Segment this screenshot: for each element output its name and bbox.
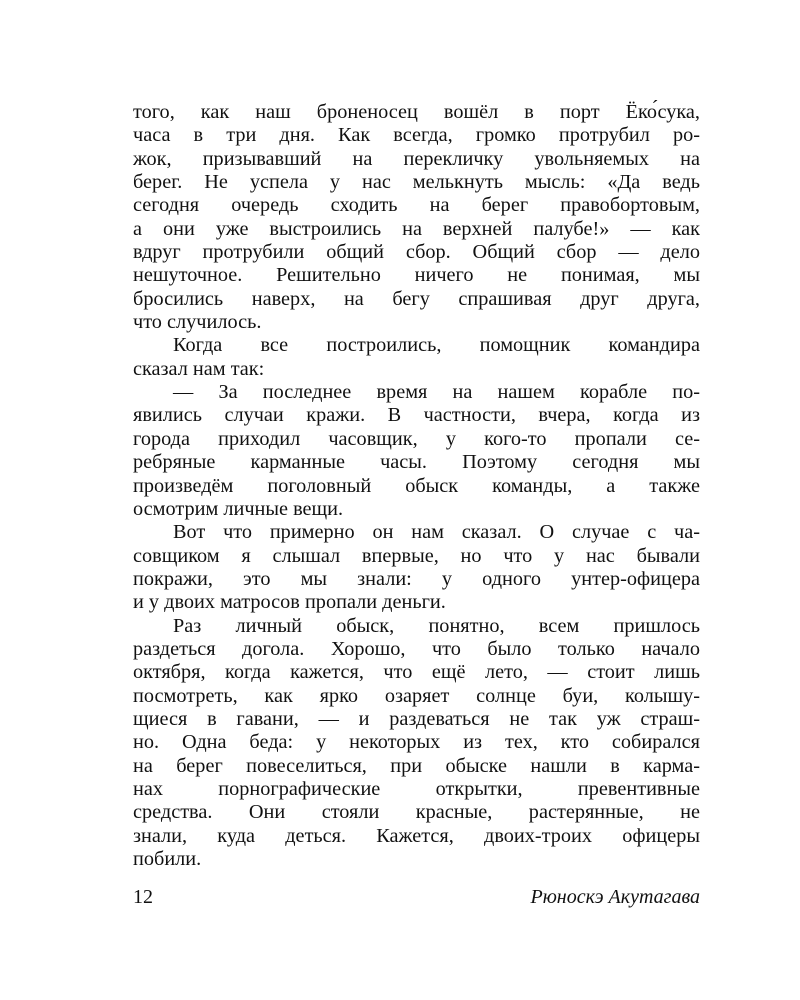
- text-line: знали, куда деться. Кажется, двоих-троих офицеры: [133, 824, 700, 847]
- text-line: жок, призывавший на перекличку увольняемых на: [133, 147, 700, 170]
- text-line: но. Одна беда: у некоторых из тех, кто собирался: [133, 731, 700, 754]
- running-footer-author: Рюноскэ Акутагава: [530, 886, 700, 908]
- text-line: раздеться догола. Хорошо, что было только начало: [133, 637, 700, 660]
- text-line: побили.: [133, 848, 202, 870]
- text-line: щиеся в гавани, — и раздеваться не так уж страш-: [133, 707, 700, 730]
- text-line: бросились наверх, на бегу спрашивая друг друга,: [133, 287, 700, 310]
- text-line: сказал нам так:: [133, 357, 265, 380]
- text-line: берег. Не успела у нас мелькнуть мысль: «Да ведь: [133, 171, 700, 194]
- text-line: покражи, это мы знали: у одного унтер-офицера: [133, 567, 700, 590]
- text-line: и у двоих матросов пропали деньги.: [133, 591, 446, 614]
- page-footer: [133, 886, 700, 912]
- text-line: произведём поголовный обыск команды, а также: [133, 474, 700, 497]
- body-text: [133, 101, 700, 871]
- text-line: средства. Они стояли красные, растерянные, не: [133, 801, 700, 824]
- text-line: часа в три дня. Как всегда, громко протрубил ро-: [133, 124, 700, 147]
- page-number: 12: [133, 886, 153, 908]
- text-line: осмотрим личные вещи.: [133, 497, 344, 520]
- text-line: нах порнографические открытки, превентивные: [133, 777, 700, 800]
- text-line: сегодня очередь сходить на берег правобортовым,: [133, 194, 700, 217]
- text-line: посмотреть, как ярко озаряет солнце буи, колышу-: [133, 684, 700, 707]
- text-line: города приходил часовщик, у кого-то пропали се-: [133, 427, 700, 450]
- text-line: явились случаи кражи. В частности, вчера, когда из: [133, 404, 700, 427]
- text-line: октября, когда кажется, что ещё лето, — стоит лишь: [133, 661, 700, 684]
- text-line: нешуточное. Решительно ничего не понимая, мы: [133, 264, 700, 287]
- text-line: того, как наш броненосец вошёл в порт Ёко́сука,: [133, 101, 700, 123]
- text-line: — За последнее время на нашем корабле по-: [173, 381, 700, 404]
- text-line: а они уже выстроились на верхней палубе!» — как: [133, 217, 700, 240]
- text-line: ребряные карманные часы. Поэтому сегодня мы: [133, 451, 700, 474]
- text-line: совщиком я слышал впервые, но что у нас бывали: [133, 544, 700, 567]
- text-line: Раз личный обыск, понятно, всем пришлось: [173, 614, 700, 637]
- text-line: Вот что примерно он нам сказал. О случае с ча-: [173, 521, 700, 544]
- text-line: Когда все построились, помощник командира: [173, 334, 700, 357]
- text-line: что случилось.: [133, 311, 262, 334]
- text-line: вдруг протрубили общий сбор. Общий сбор — дело: [133, 241, 700, 264]
- text-line: на берег повеселиться, при обыске нашли в карма-: [133, 754, 700, 777]
